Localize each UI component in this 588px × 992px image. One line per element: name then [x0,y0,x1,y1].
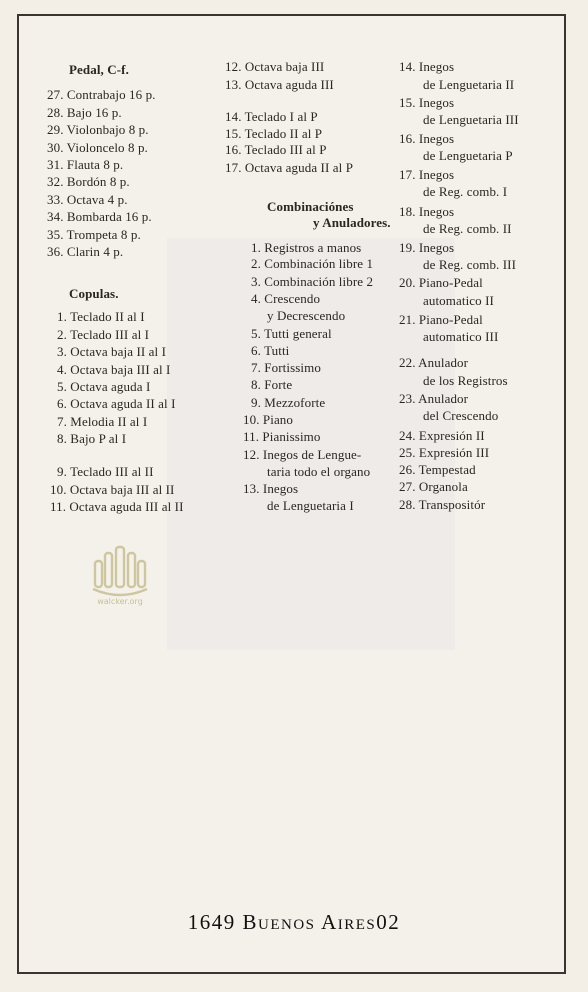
stop-entry: 18. Inegos [399,204,455,219]
stop-entry: de Lenguetaria I [267,498,354,513]
stop-entry: 11. Pianissimo [243,429,321,444]
stop-entry: 2. Combinación libre 1 [251,256,374,271]
stop-entry: 13. Inegos [243,481,299,496]
stop-entry: de Reg. comb. II [423,221,512,236]
document-frame [17,14,566,974]
image-caption: 1649 Buenos Aires02 [187,910,401,934]
stop-entry: 9. Teclado III al II [57,464,154,479]
stop-entry: 7. Fortissimo [251,360,321,375]
stop-entry: 24. Expresión II [399,428,485,443]
stop-entry: 22. Anulador [399,355,469,370]
stop-entry: 30. Violoncelo 8 p. [47,140,148,155]
stop-entry: 4. Crescendo [251,291,321,306]
stop-entry: 3. Octava baja II al I [57,344,167,359]
stop-entry: y Decrescendo [267,308,346,323]
stop-entry: 3. Combinación libre 2 [251,274,374,289]
stop-entry: 6. Octava aguda II al I [57,396,176,411]
stop-entry: 36. Clarin 4 p. [47,244,124,259]
stop-entry: 35. Trompeta 8 p. [47,227,141,242]
section-heading: Copulas. [69,286,119,301]
stop-entry: 12. Octava baja III [225,59,325,74]
stop-entry: 13. Octava aguda III [225,77,334,92]
stop-entry: 16. Teclado III al P [225,142,327,157]
stop-entry: 14. Inegos [399,59,455,74]
stop-entry: 34. Bombarda 16 p. [47,209,152,224]
stop-entry: 8. Bajo P al I [57,431,127,446]
stop-entry: 11. Octava aguda III al II [50,499,184,514]
stop-entry: 15. Inegos [399,95,455,110]
stop-entry: de los Registros [423,373,508,388]
stop-entry: 16. Inegos [399,131,455,146]
svg-text:walcker.org: walcker.org [97,597,143,606]
stop-entry: 5. Octava aguda I [57,379,151,394]
stop-entry: 10. Piano [243,412,294,427]
stop-entry: de Reg. comb. III [423,257,517,272]
stop-entry: del Crescendo [423,408,499,423]
stop-entry: de Reg. comb. I [423,184,508,199]
stop-entry: 26. Tempestad [399,462,476,477]
stop-entry: 19. Inegos [399,240,455,255]
stop-entry: 4. Octava baja III al I [57,362,171,377]
stop-entry: 31. Flauta 8 p. [47,157,124,172]
stop-entry: 21. Piano-Pedal [399,312,483,327]
stop-entry: automatico III [423,329,499,344]
stop-entry: de Lenguetaria III [423,112,519,127]
stop-entry: 23. Anulador [399,391,469,406]
stop-entry: 8. Forte [251,377,293,392]
stop-entry: 1. Teclado II al I [57,309,145,324]
stop-entry: 2. Teclado III al I [57,327,150,342]
stop-entry: 17. Inegos [399,167,455,182]
stop-entry: 29. Violonbajo 8 p. [47,122,149,137]
stop-entry: 27. Organola [399,479,468,494]
stop-entry: 12. Inegos de Lengue- [243,447,362,462]
section-heading: y Anuladores. [313,215,391,230]
stop-entry: 28. Bajo 16 p. [47,105,122,120]
stop-entry: 20. Piano-Pedal [399,275,483,290]
stop-entry: 32. Bordón 8 p. [47,174,130,189]
stop-entry: 33. Octava 4 p. [47,192,128,207]
stop-entry: 1. Registros a manos [251,240,362,255]
stop-entry: de Lenguetaria P [423,148,513,163]
stop-entry: 17. Octava aguda II al P [225,160,354,175]
stop-entry: 15. Teclado II al P [225,126,323,141]
stop-entry: 9. Mezzoforte [251,395,326,410]
stop-entry: 28. Transpositór [399,497,486,512]
stop-entry: 5. Tutti general [251,326,332,341]
stop-entry: 6. Tutti [251,343,290,358]
organ-logo-icon [89,543,151,607]
stop-entry: 25. Expresión III [399,445,490,460]
stop-entry: 27. Contrabajo 16 p. [47,87,156,102]
stop-entry: 7. Melodia II al I [57,414,148,429]
section-heading: Pedal, C-f. [69,62,129,77]
section-heading: Combinaciónes [267,199,354,214]
stop-entry: automatico II [423,293,494,308]
stop-entry: de Lenguetaria II [423,77,515,92]
stop-entry: taria todo el organo [267,464,371,479]
stop-entry: 14. Teclado I al P [225,109,318,124]
stop-entry: 10. Octava baja III al II [50,482,175,497]
